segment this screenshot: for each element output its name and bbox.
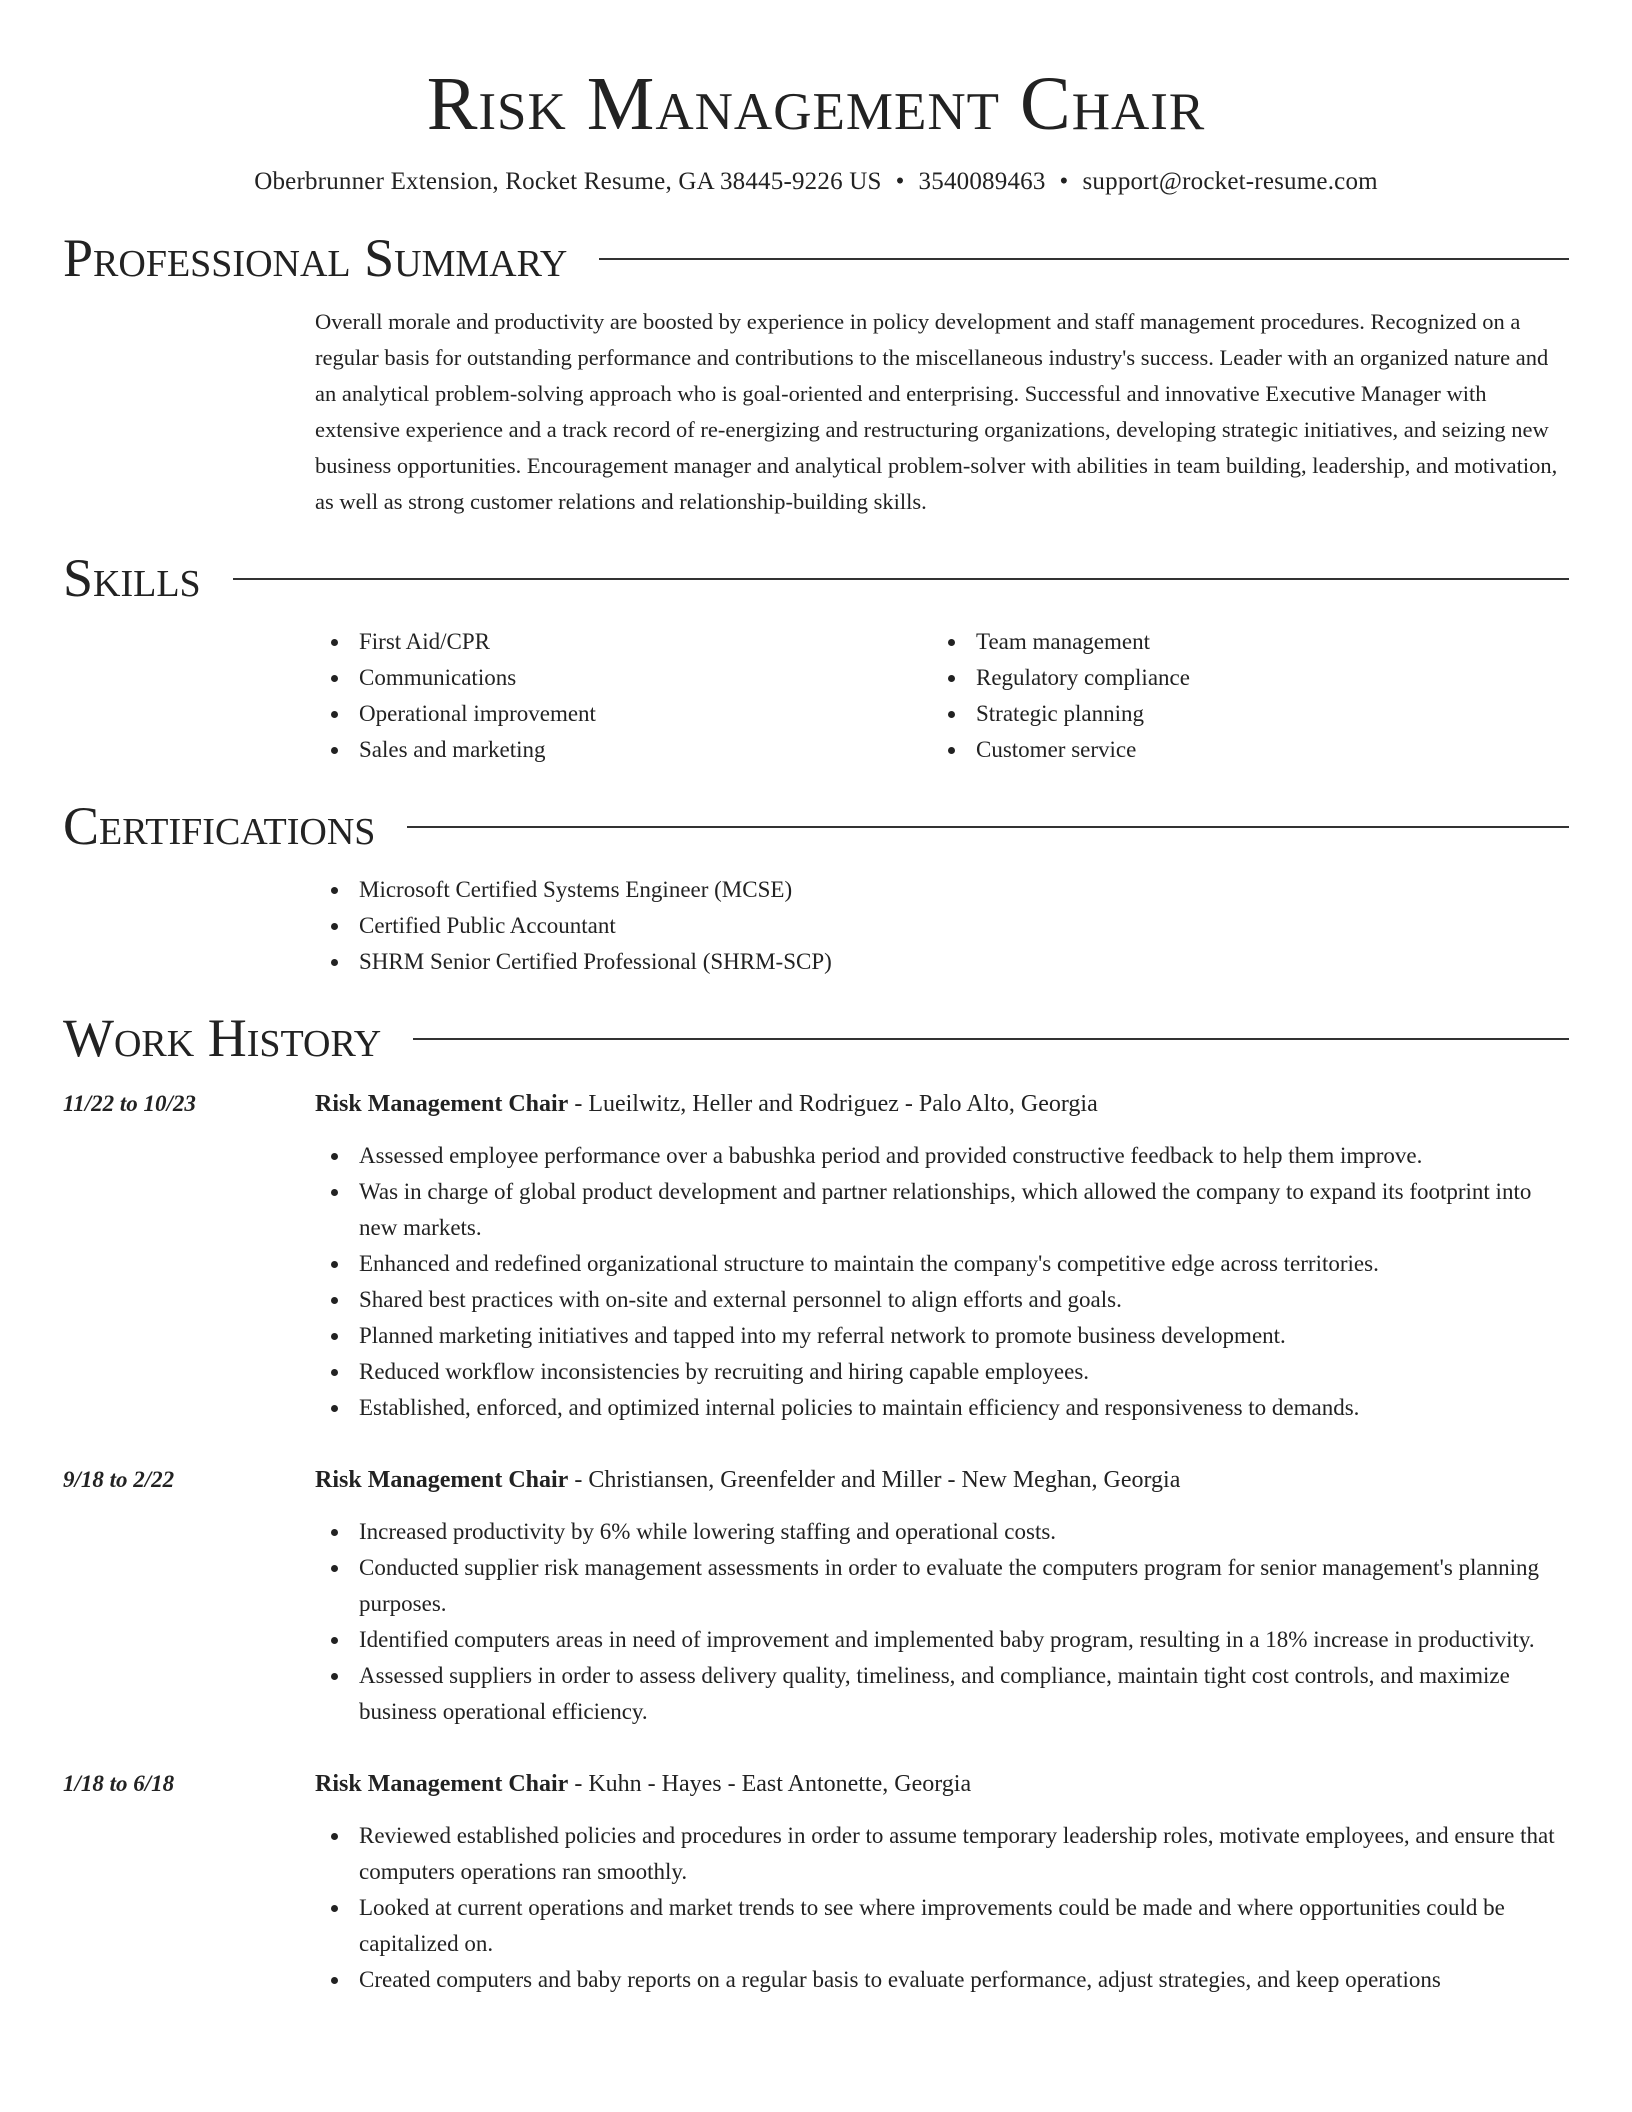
job-bullet: Created computers and baby reports on a regular basis to evaluate performance, adjust strategies, and keep operations (315, 1962, 1569, 1998)
job-bullet: Reduced workflow inconsistencies by recruiting and hiring capable employees. (315, 1354, 1569, 1390)
job-body (315, 1766, 1569, 1998)
job-bullet: Was in charge of global product development and partner relationships, which allowed the company to expand its footprint into new markets. (315, 1174, 1569, 1246)
job-role: Risk Management Chair (315, 1091, 569, 1117)
skill-item: Regulatory compliance (932, 660, 1549, 696)
job-title-line (315, 1766, 1569, 1802)
skills-grid (315, 624, 1569, 768)
job-bullet: Shared best practices with on-site and external personnel to align efforts and goals. (315, 1282, 1569, 1318)
certification-item: Microsoft Certified Systems Engineer (MCSE) (315, 872, 1569, 908)
skills-column-right (932, 624, 1549, 768)
job-entry (63, 1086, 1569, 1426)
job-bullet: Conducted supplier risk management assessments in order to evaluate the computers program for senior management's planning purposes. (315, 1550, 1569, 1622)
skill-item: Customer service (932, 732, 1549, 768)
job-bullet: Increased productivity by 6% while lowering staffing and operational costs. (315, 1514, 1569, 1550)
job-bullet: Identified computers areas in need of improvement and implemented baby program, resulting in a 18% increase in productivity. (315, 1622, 1569, 1658)
job-employer: - Christiansen, Greenfelder and Miller - New Meghan, Georgia (568, 1467, 1181, 1493)
skill-item: First Aid/CPR (315, 624, 932, 660)
job-bullet: Reviewed established policies and procedures in order to assume temporary leadership roles, motivate employees, and ensure that computers operations ran smoothly. (315, 1818, 1569, 1890)
certification-item: Certified Public Accountant (315, 908, 1569, 944)
contact-line (63, 164, 1569, 200)
skill-item: Team management (932, 624, 1549, 660)
section-title: Professional Summary (63, 228, 568, 288)
email: support@rocket-resume.com (1082, 168, 1378, 195)
job-bullet: Established, enforced, and optimized internal policies to maintain efficiency and responsiveness to demands. (315, 1390, 1569, 1426)
skills-column-left (315, 624, 932, 768)
candidate-name: Risk Management Chair (426, 62, 1206, 146)
job-body (315, 1086, 1569, 1426)
job-dates: 1/18 to 6/18 (63, 1771, 175, 1796)
job-entry (63, 1766, 1569, 1998)
section-divider (233, 578, 1569, 580)
summary-text: Overall morale and productivity are boosted by experience in policy development and staff management procedures. Recognized on a regular basis for outstanding performance and contributions to the miscellaneous industry's success. Leader with an organized nature and an analytical problem-solving approach who is goal-oriented and enterprising. Successful and innovative Executive Manager with extensive experience and a track record of re-energizing and restructuring organizations, developing strategic initiatives, and seizing new business opportunities. Encouragement manager and analytical problem-solver with abilities in team building, leadership, and motivation, as well as strong customer relations and relationship-building skills. (315, 309, 1558, 514)
section-divider (413, 1038, 1569, 1040)
job-bullet: Assessed employee performance over a babushka period and provided constructive feedback to help them improve. (315, 1138, 1569, 1174)
skill-item: Communications (315, 660, 932, 696)
job-dates: 11/22 to 10/23 (63, 1091, 196, 1116)
job-employer: - Kuhn - Hayes - East Antonette, Georgia (568, 1771, 972, 1797)
phone: 3540089463 (918, 168, 1046, 195)
job-entry (63, 1462, 1569, 1730)
separator: • (1059, 168, 1069, 195)
section-divider (599, 258, 1569, 260)
job-title-line (315, 1462, 1569, 1498)
job-dates: 9/18 to 2/22 (63, 1467, 175, 1492)
job-title-line (315, 1086, 1569, 1122)
job-body (315, 1462, 1569, 1730)
address: Oberbrunner Extension, Rocket Resume, GA 38445-9226 US (254, 168, 882, 195)
work-section-header (63, 1008, 1569, 1068)
section-title: Skills (63, 548, 201, 608)
certifications-list (315, 872, 1569, 980)
summary-section-header (63, 228, 1569, 288)
skills-section-header (63, 548, 1569, 608)
certifications-section-header (63, 796, 1569, 856)
job-role: Risk Management Chair (315, 1771, 569, 1797)
skill-item: Sales and marketing (315, 732, 932, 768)
job-bullet: Looked at current operations and market trends to see where improvements could be made and where opportunities could be capitalized on. (315, 1890, 1569, 1962)
job-role: Risk Management Chair (315, 1467, 569, 1493)
job-bullets (315, 1818, 1569, 1998)
certification-item: SHRM Senior Certified Professional (SHRM-SCP) (315, 944, 1569, 980)
job-bullet: Planned marketing initiatives and tapped into my referral network to promote business development. (315, 1318, 1569, 1354)
job-bullet: Enhanced and redefined organizational structure to maintain the company's competitive edge across territories. (315, 1246, 1569, 1282)
separator: • (895, 168, 905, 195)
section-title: Certifications (63, 796, 376, 856)
skill-item: Operational improvement (315, 696, 932, 732)
job-employer: - Lueilwitz, Heller and Rodriguez - Palo Alto, Georgia (568, 1091, 1098, 1117)
job-bullets (315, 1138, 1569, 1426)
skill-item: Strategic planning (932, 696, 1549, 732)
job-bullets (315, 1514, 1569, 1730)
job-bullet: Assessed suppliers in order to assess delivery quality, timeliness, and compliance, maintain tight cost controls, and maximize business operational efficiency. (315, 1658, 1569, 1730)
section-title: Work History (63, 1008, 382, 1068)
section-divider (407, 826, 1569, 828)
